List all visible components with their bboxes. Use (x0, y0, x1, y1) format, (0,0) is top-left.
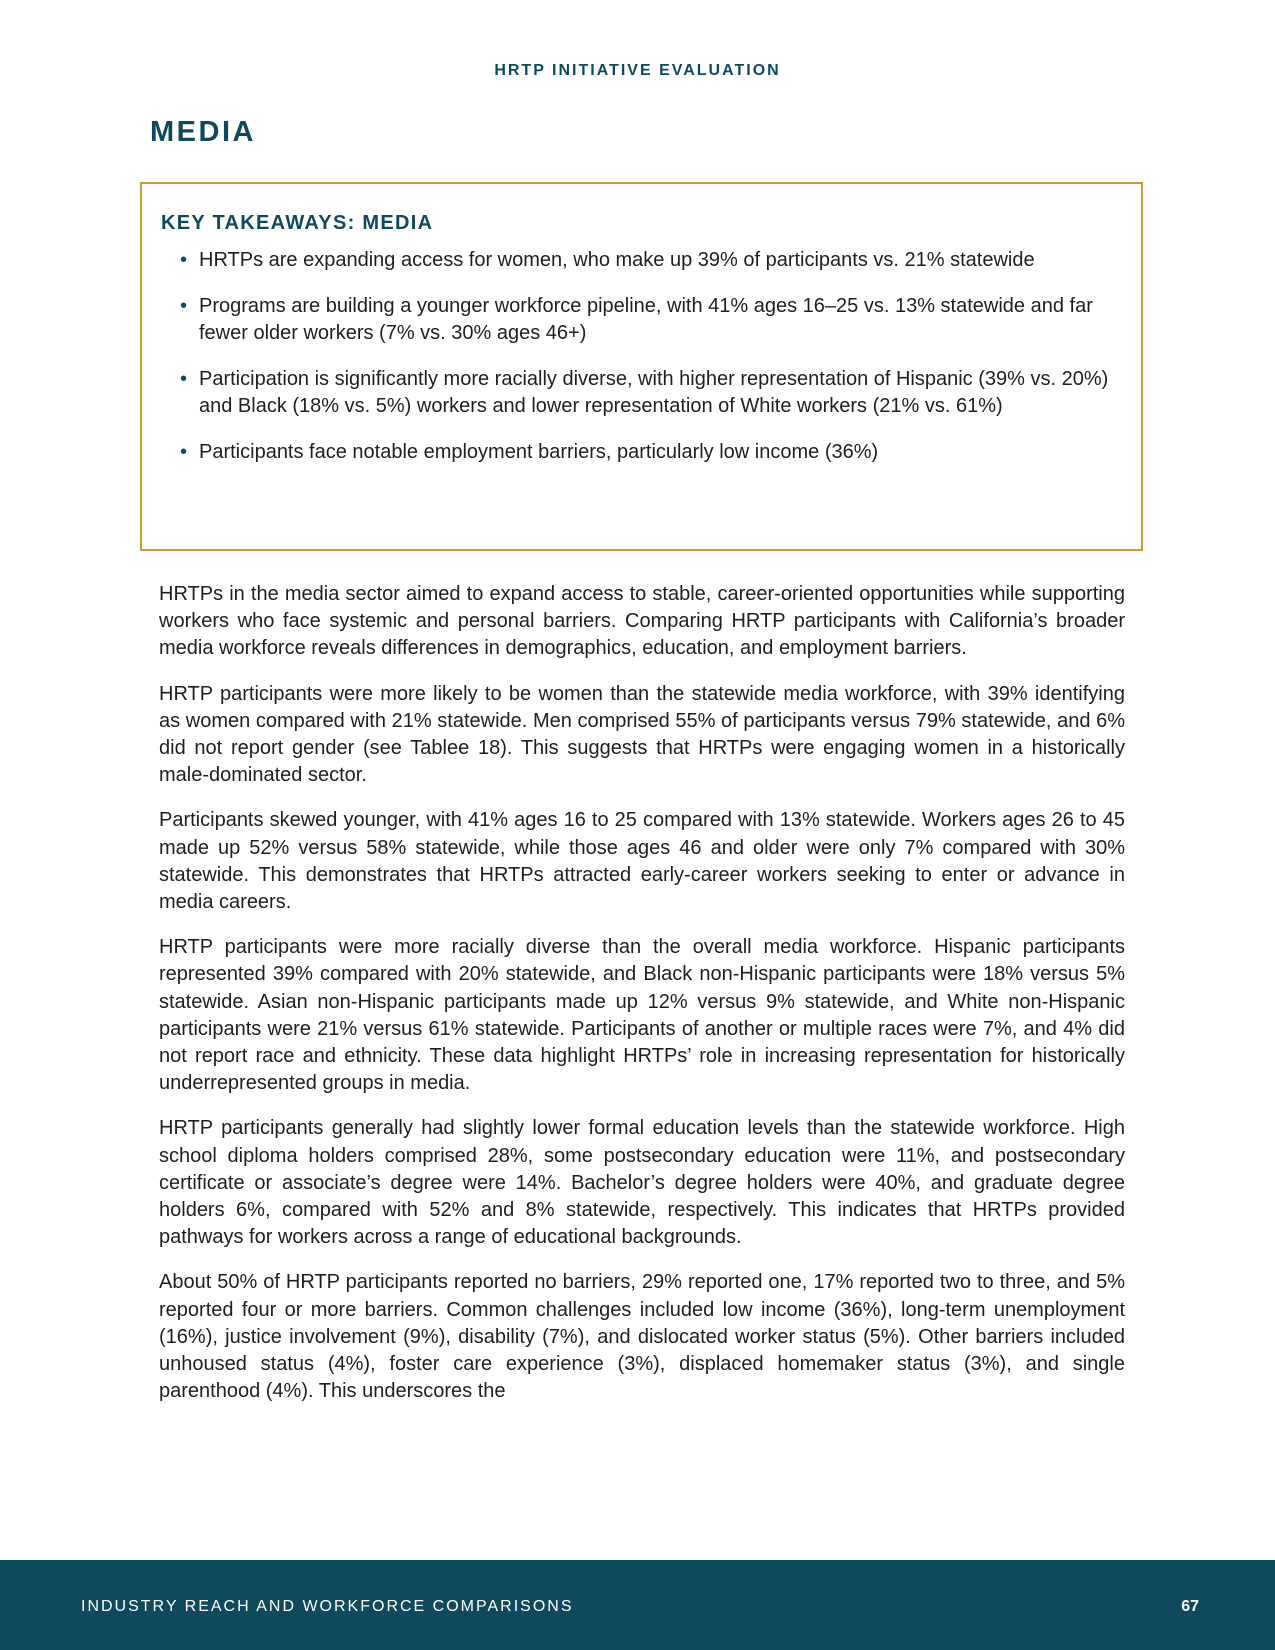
bullet-icon: • (180, 441, 188, 463)
bullet-icon: • (180, 368, 188, 390)
page-number: 67 (1181, 1598, 1199, 1615)
takeaway-item (161, 366, 1121, 420)
takeaway-text: HRTPs are expanding access for women, who make up 39% of participants vs. 21% statewide (199, 249, 1035, 271)
takeaway-text: Programs are building a younger workforce pipeline, with 41% ages 16–25 vs. 13% statewide and far fewer older workers (7% vs. 30% ages 46+) (199, 295, 1093, 344)
footer-label: INDUSTRY REACH AND WORKFORCE COMPARISONS (81, 1598, 574, 1615)
takeaway-text: Participants face notable employment barriers, particularly low income (36%) (199, 441, 879, 463)
bullet-icon: • (180, 249, 188, 271)
body-text (159, 581, 1125, 1423)
body-paragraph: Participants skewed younger, with 41% ages 16 to 25 compared with 13% statewide. Workers ages 26 to 45 made up 52% versus 58% statewide, while those ages 46 and older were only 7% compared with 30% statewide. This demonstrates that HRTPs attracted early-career workers seeking to enter or advance in media careers. (159, 809, 1125, 914)
key-takeaways-list (161, 247, 1121, 466)
section-title: MEDIA (150, 116, 256, 148)
takeaway-item (161, 293, 1121, 347)
page-footer (0, 1560, 1275, 1650)
key-takeaways-box (140, 182, 1143, 551)
takeaway-item (161, 439, 1121, 466)
takeaway-text: Participation is significantly more racially diverse, with higher representation of Hispanic (39% vs. 20%) and Black (18% vs. 5%) workers and lower representation of White workers (21% vs. 61%) (199, 368, 1109, 417)
body-paragraph: HRTP participants were more racially diverse than the overall media workforce. Hispanic participants represented 39% compared with 20% statewide, and Black non-Hispanic participants were 18% versus 5% statewide. Asian non-Hispanic participants made up 12% versus 9% statewide, and White non-Hispanic participants were 21% versus 61% statewide. Participants of another or multiple races were 7%, and 4% did not report race and ethnicity. These data highlight HRTPs’ role in increasing representation for historically underrepresented groups in media. (159, 936, 1125, 1095)
body-paragraph: HRTP participants were more likely to be women than the statewide media workforce, with 39% identifying as women compared with 21% statewide. Men comprised 55% of participants versus 79% statewide, and 6% did not report gender (see Tablee 18). This suggests that HRTPs were engaging women in a historically male-dominated sector. (159, 682, 1125, 787)
body-paragraph: HRTP participants generally had slightly lower formal education levels than the statewide workforce. High school diploma holders comprised 28%, some postsecondary education were 11%, and postsecondary certificate or associate’s degree were 14%. Bachelor’s degree holders were 40%, and graduate degree holders 6%, compared with 52% and 8% statewide, respectively. This indicates that HRTPs provided pathways for workers across a range of educational backgrounds. (159, 1117, 1125, 1249)
bullet-icon: • (180, 295, 188, 317)
body-paragraph: About 50% of HRTP participants reported no barriers, 29% reported one, 17% reported two to three, and 5% reported four or more barriers. Common challenges included low income (36%), long-term unemployment (16%), justice involvement (9%), disability (7%), and dislocated worker status (5%). Other barriers included unhoused status (4%), foster care experience (3%), displaced homemaker status (3%), and single parenthood (4%). This underscores the (159, 1271, 1125, 1403)
body-paragraph: HRTPs in the media sector aimed to expand access to stable, career-oriented opportunities while supporting workers who face systemic and personal barriers. Comparing HRTP participants with California’s broader media workforce reveals differences in demographics, education, and employment barriers. (159, 583, 1125, 660)
key-takeaways-title: KEY TAKEAWAYS: MEDIA (161, 212, 434, 234)
takeaway-item (161, 247, 1121, 274)
running-header: HRTP INITIATIVE EVALUATION (494, 62, 781, 79)
